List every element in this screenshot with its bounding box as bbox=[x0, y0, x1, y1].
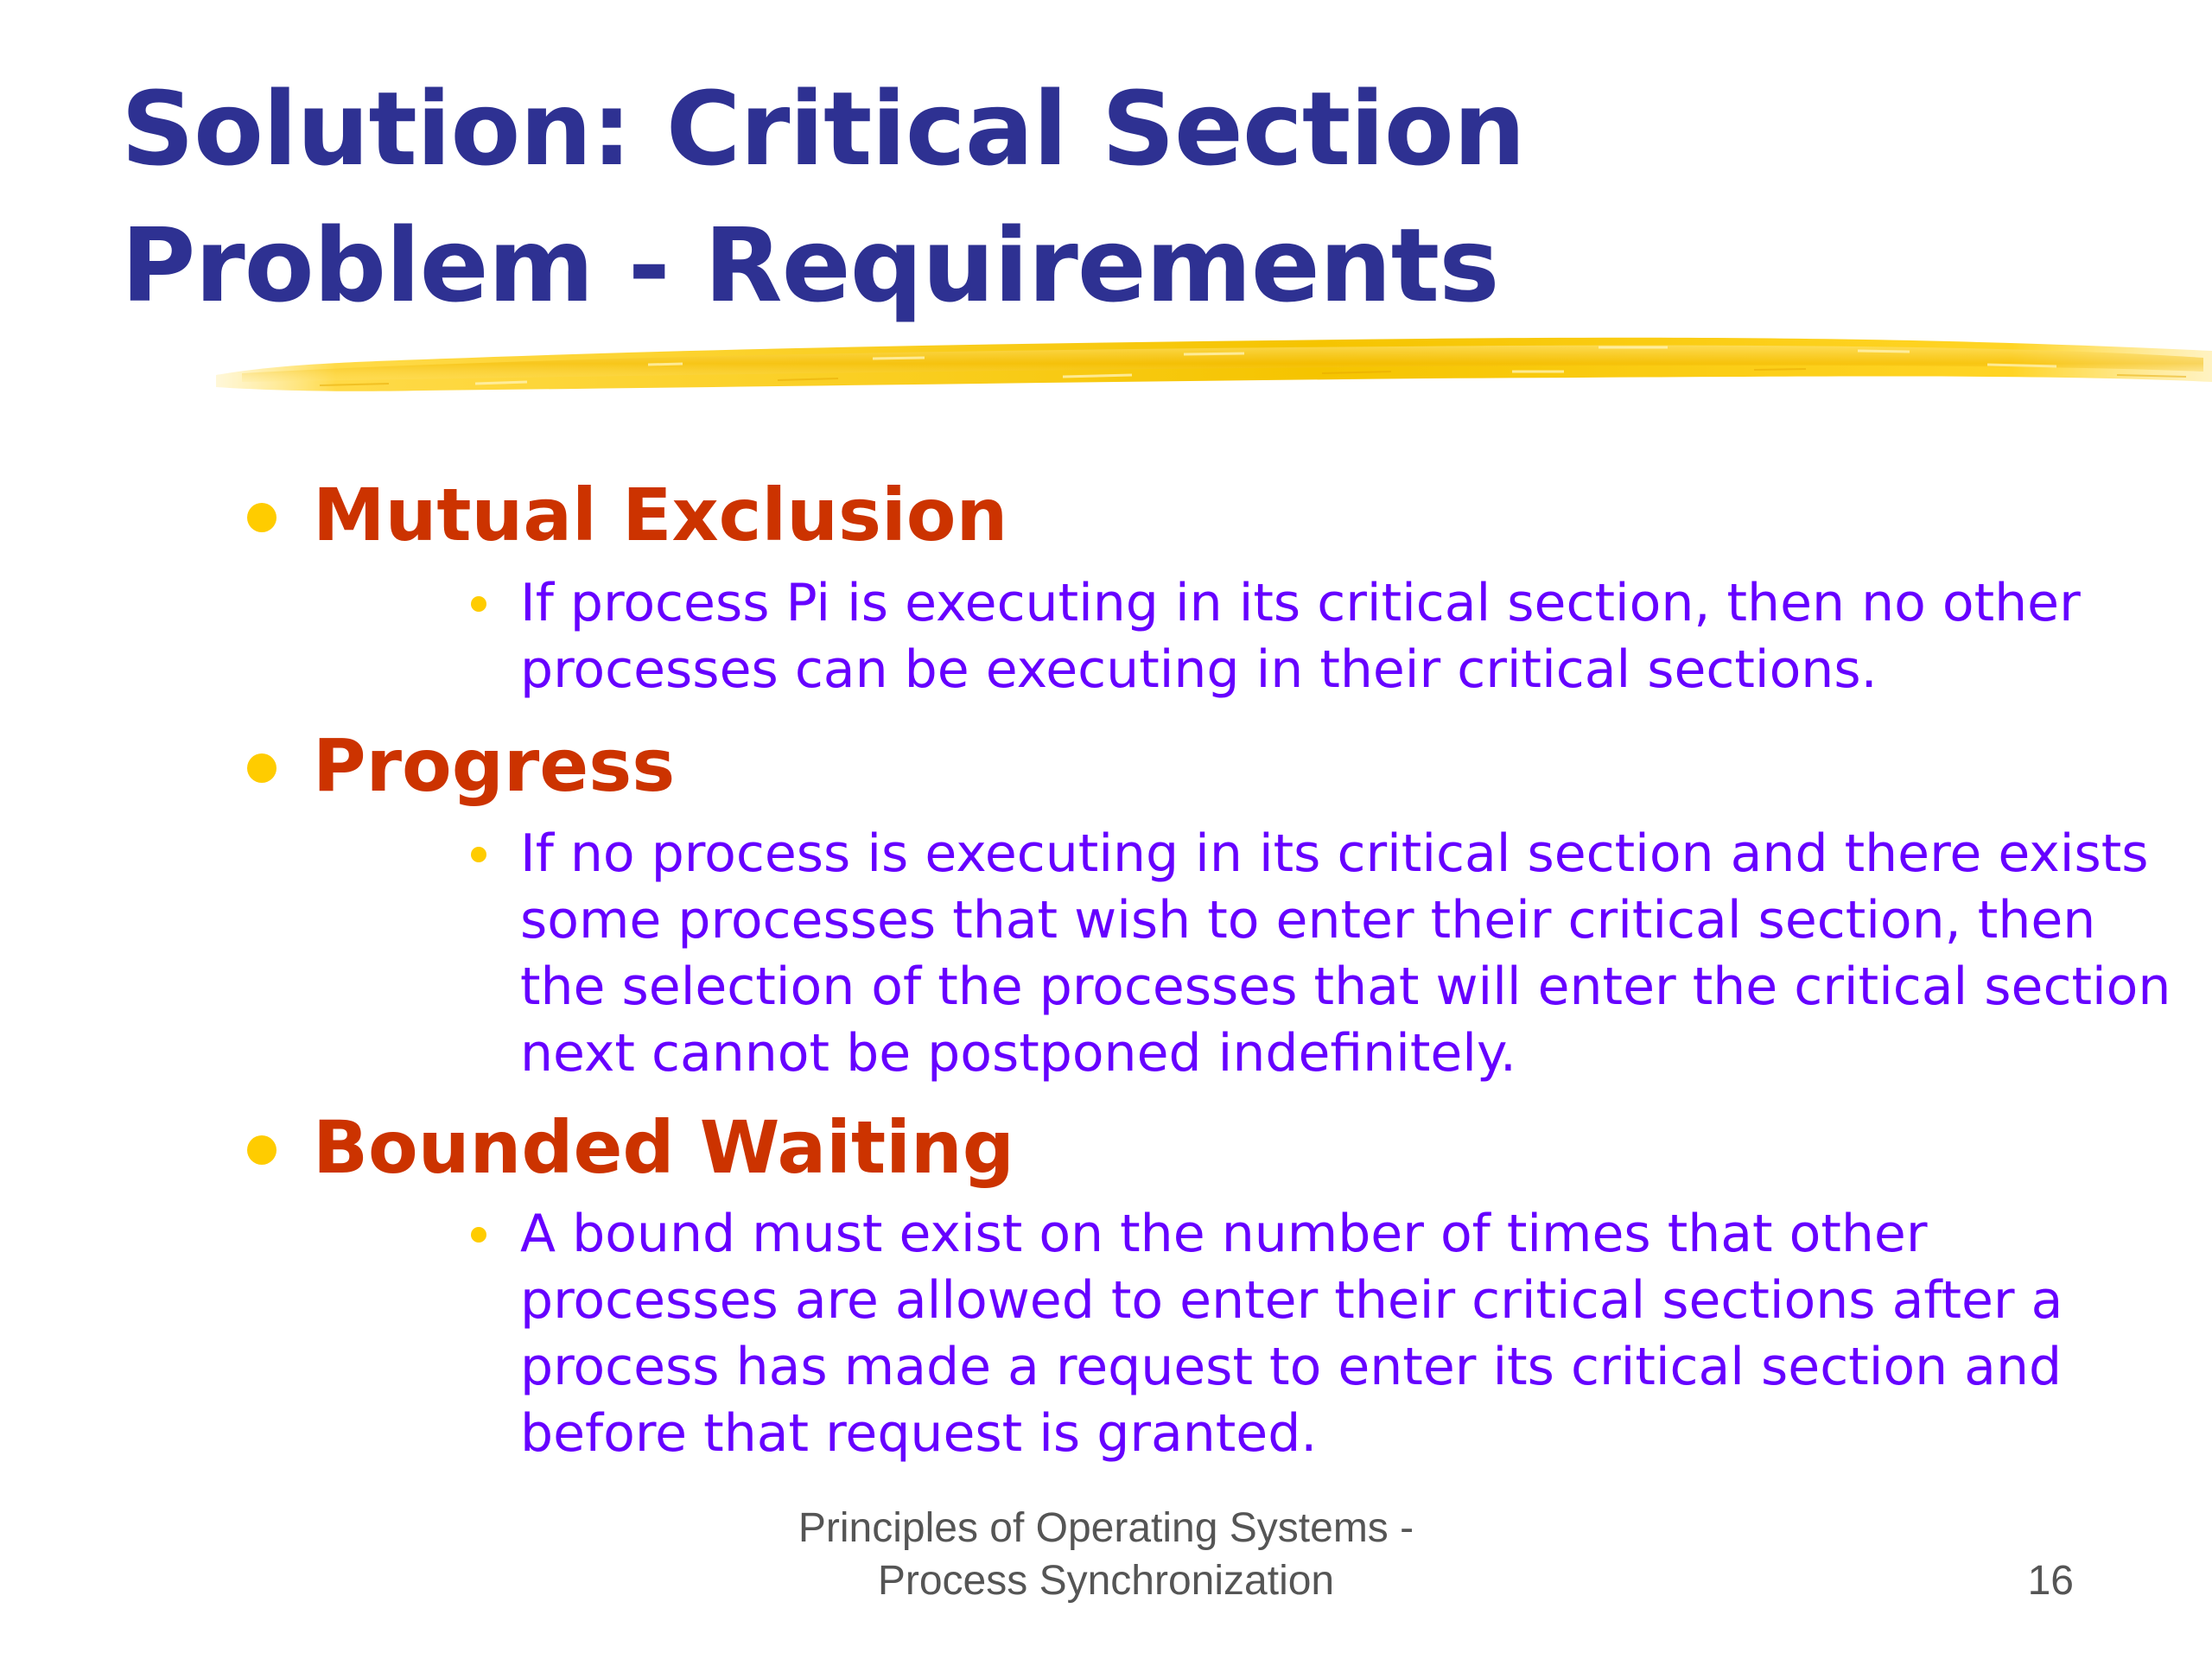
text-mutual-exclusion bbox=[520, 570, 2145, 703]
sub-bullet-dot bbox=[471, 847, 486, 862]
page-number: 16 bbox=[2027, 1558, 2074, 1604]
text-bounded-waiting bbox=[520, 1201, 2145, 1467]
bullet-dot bbox=[247, 753, 276, 783]
title-line-2: Problem - Requirements bbox=[121, 206, 1499, 325]
footer-line: Process Synchronization bbox=[877, 1558, 1335, 1604]
bullet-dot bbox=[247, 1135, 276, 1165]
heading-bounded-waiting: Bounded Waiting bbox=[313, 1105, 1014, 1190]
title-line-1: Solution: Critical Section bbox=[121, 69, 1525, 188]
bullet-dot bbox=[247, 503, 276, 532]
text-progress bbox=[520, 821, 2171, 1087]
text-line: process has made a request to enter its critical section and bbox=[520, 1337, 2063, 1397]
heading-progress: Progress bbox=[313, 723, 676, 808]
text-line: If no process is executing in its critical section and there exists bbox=[520, 823, 2149, 884]
text-line: If process Pi is executing in its critical section, then no other bbox=[520, 573, 2081, 633]
heading-mutual-exclusion: Mutual Exclusion bbox=[313, 473, 1008, 557]
text-line: the selection of the processes that will enter the critical section bbox=[520, 957, 2171, 1017]
text-line: processes are allowed to enter their critical sections after a bbox=[520, 1270, 2063, 1331]
slide-footer bbox=[674, 1502, 1538, 1607]
sub-bullet-dot bbox=[471, 1227, 486, 1243]
text-line: A bound must exist on the number of times that other bbox=[520, 1204, 1928, 1264]
text-line: before that request is granted. bbox=[520, 1403, 1318, 1464]
text-line: some processes that wish to enter their critical section, then bbox=[520, 890, 2096, 950]
text-line: processes can be executing in their critical sections. bbox=[520, 639, 1878, 700]
sub-bullet-dot bbox=[471, 596, 486, 612]
text-line: next cannot be postponed indefinitely. bbox=[520, 1023, 1516, 1084]
footer-line: Principles of Operating Systems - bbox=[798, 1505, 1414, 1551]
